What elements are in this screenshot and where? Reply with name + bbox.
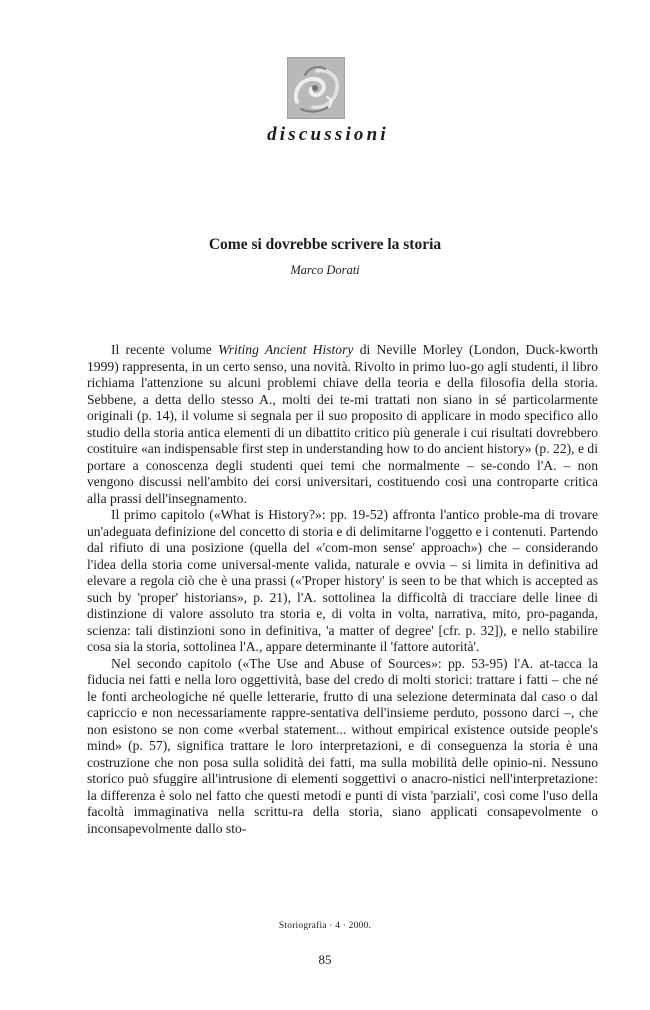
paragraph-1-text-cont: di Neville Morley (London, Duck-kworth 1999) rappresenta, in un certo senso, una novità. Rivolto in primo luo-go agli studenti, il libro richiama l'attenzione su alcuni problemi chiave della teoria e della filosofia della storia. Sebbene, a detta dello stesso A., molti dei te-mi trattati non siano in sé particolarmente originali (p. 14), il volume si segnala per il suo proposito di applicare in modo specifico allo studio della storia antica elementi di un dibattito critico più generale i cui risultati dovrebbero costituire «an indispensable first step in understanding how to do ancient history» (p. 22), e di portare a conoscenza degli studenti quei temi che normalmente – se-condo l'A. – non vengono discussi nell'ambito dei corsi universitari, costituendo così una controparte critica alla prassi dell'insegnamento. xyxy=(87,342,599,506)
article-body xyxy=(87,342,598,837)
article-title: Come si dovrebbe scrivere la storia xyxy=(208,236,442,253)
article-author: Marco Dorati xyxy=(290,263,360,277)
paragraph-1-text: Il recente volume xyxy=(111,342,219,357)
page-number: 85 xyxy=(318,952,332,967)
paragraph-1 xyxy=(87,342,598,507)
section-label: discussioni xyxy=(267,124,389,145)
paragraph-2: Il primo capitolo («What is History?»: pp. 19-52) affronta l'antico proble-ma di trovare un'adeguata definizione del concetto di storia e di delimitarne l'oggetto e i contenuti. Partendo dal rifiuto di una posizione (quella del «'com-mon sense' approach») che – considerando l'idea della storia come universal-mente valida, naturale e ovvia – si limita in definitiva ad elevare a regola ciò che è una prassi («'Proper history' is seen to be that which is accepted as such by 'proper' historians», p. 21), l'A. sottolinea la difficoltà di tracciare delle linee di distinzione di valore assoluto tra storia e, di volta in volta, narrativa, mito, pro-paganda, scienza: tali distinzioni sono in definitiva, 'a matter of degree' [cfr. p. 32]), e nello stabilire cosa sia la storia, sottolinea l'A., appare determinante il 'fattore autorità'. xyxy=(87,507,598,654)
paragraph-3: Nel secondo capitolo («The Use and Abuse of Sources»: pp. 53-95) l'A. at-tacca la fiducia nei fatti e nella loro oggettività, base del credo di molti storici: trattare i fatti – che né le fonti archeologiche né quelle letterarie, frutto di una selezione determinata dal caso o dal capriccio e non necessariamente rappre-sentativa dell'insieme perduto, possono darci –, che non esistono se non come «verbal statement... without empirical existence outside people's mind» (p. 57), significa trattare le loro interpretazioni, e di conseguenza la storia è una costruzione che non posa sulla solidità dei fatti, ma sulla mobilità delle opinio-ni. Nessuno storico può sfuggire all'intrusione di elementi soggettivi o anacro-nistici nell'interpretazione: la differenza è solo nel fatto che questi metodi e punti di vista 'parziali', così come l'uso della facoltà immaginativa nella scrittu-ra della storia, siano applicati consapevolmente o inconsapevolmente dallo sto- xyxy=(87,655,598,836)
journal-emblem-icon xyxy=(287,57,345,119)
book-title: Writing Ancient History xyxy=(218,342,354,357)
running-footer: Storiografia · 4 · 2000. xyxy=(278,921,372,931)
